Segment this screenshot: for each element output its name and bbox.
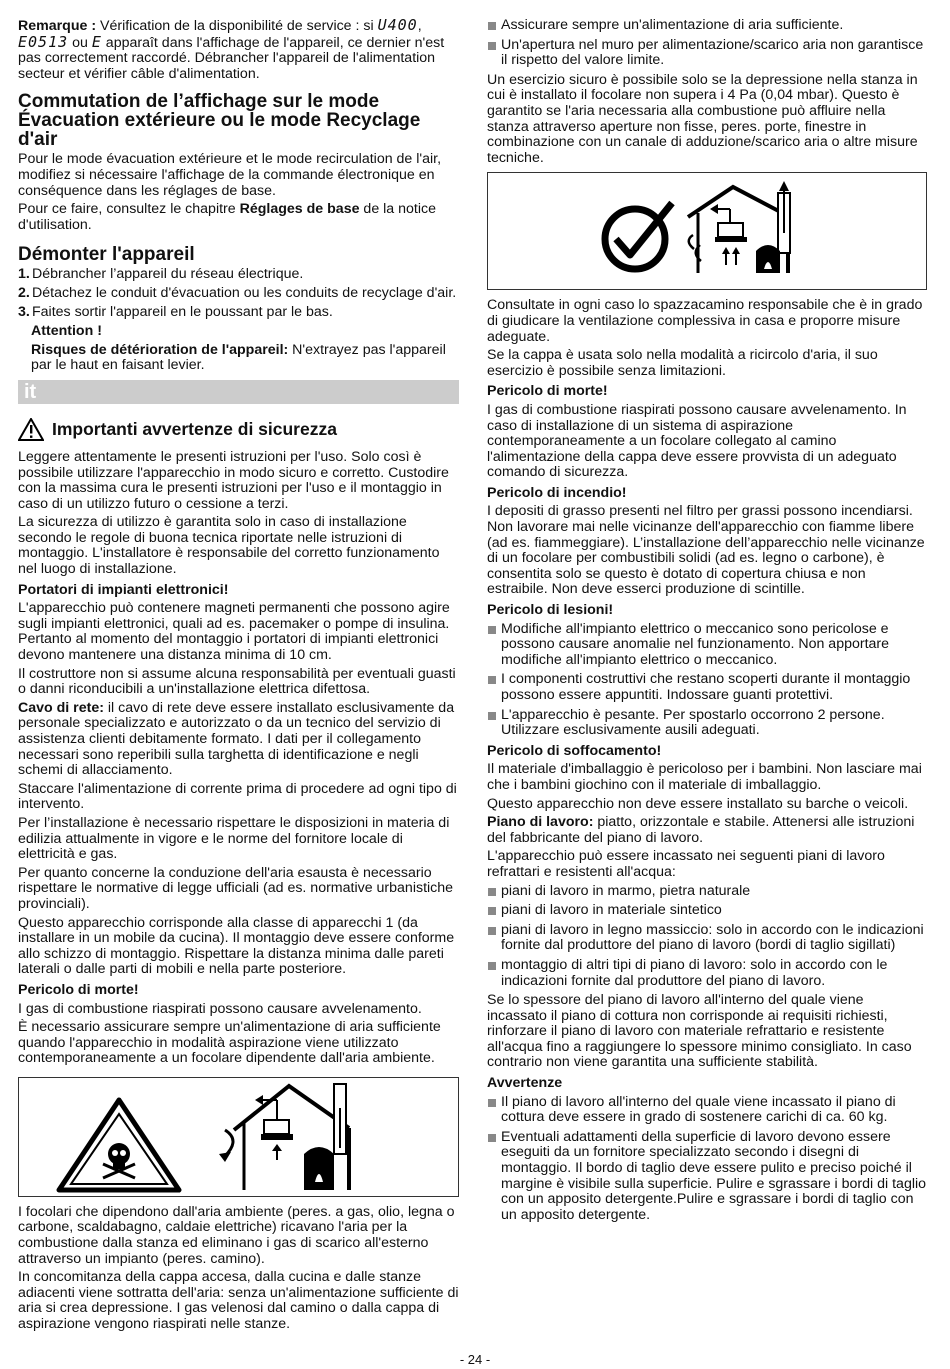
remarque-label: Remarque : <box>18 18 97 34</box>
heading-portatori: Portatori di impianti elettronici! <box>18 581 229 598</box>
paragraph: Il materiale d'imballaggio è pericoloso per i bambini. Non lasciare mai che i bambini giochino con il materiale di imballaggio. <box>487 761 922 793</box>
danger-illustration <box>18 1077 459 1197</box>
step-2: 2. Détachez le conduit d'évacuation ou les conduits de recyclage d'air. <box>18 284 457 301</box>
paragraph: L'apparecchio può essere incassato nei seguenti piani di lavoro refrattari e resistenti all'acqua: <box>487 848 885 880</box>
list-item: montaggio di altri tipi di piano di lavoro: solo in accordo con le indicazioni fornite dal produttore del piano di lavoro. <box>487 958 927 989</box>
paragraph: Il costruttore non si assume alcuna responsabilità per eventuali guasti o danni riconducibili a un'installazione elettrica difettosa. <box>18 665 456 698</box>
warning-triangle-icon <box>18 418 44 441</box>
attention-label: Attention ! <box>31 323 102 340</box>
paragraph: Pour le mode évacuation extérieure et le mode recirculation de l'air, modifiez si nécessaire l'affichage de la commande électronique en conséquence dans les réglages de base. <box>18 151 442 199</box>
heading-demonter: Démonter l'appareil <box>18 244 195 266</box>
heading-commutation: Commutation de l’affichage sur le mode Évacuation extérieure ou le mode Recyclage d'air <box>18 91 421 151</box>
remarque-paragraph: Remarque : Vérification de la disponibilité de service : si U400, E0513 ou E apparaît dans l'affichage de l'appareil, ce dernier n'est pas correctement raccordé. Débrancher l'appareil de l'alimentation secteur et vérifier câble d'alimentation. <box>18 16 445 82</box>
step-1: 1. Débrancher l’appareil du réseau électrique. <box>18 266 304 283</box>
display-code: E <box>91 32 102 51</box>
paragraph: Se la cappa è usata solo nella modalità a ricircolo d'aria, il suo esercizio è possibile senza limitazioni. <box>487 347 878 379</box>
list-item: piani di lavoro in materiale sintetico <box>487 903 927 919</box>
bullet-list <box>487 1095 927 1224</box>
list-item: Il piano di lavoro all'interno del quale viene incassato il piano di cottura deve essere in grado di sostenere carichi di ca. 60 kg. <box>487 1095 927 1126</box>
heading-pericolo-morte: Pericolo di morte! <box>487 383 608 400</box>
paragraph: I focolari che dipendono dall'aria ambiente (peres. a gas, olio, legna o carbone, scaldabagno, caldaie elettriche) ricavano l'aria per la combustione dalla stanza ed eliminano i gas di scarico all'esterno attraverso un impianto (peres. camino). <box>18 1203 455 1267</box>
display-code: E0513 <box>18 32 69 51</box>
paragraph: Pour ce faire, consultez le chapitre Réglages de base de la notice d'utilisation. <box>18 201 436 233</box>
heading-pericolo-morte: Pericolo di morte! <box>18 981 139 998</box>
paragraph: I depositi di grasso presenti nel filtro per grassi possono incendiarsi. Non lavorare mai nelle vicinanze dell'apparecchio con fiamme libere (ad es. fiammeggiare). L’installazione dell’apparecchio nelle vicinanze di un focolare per combustibili solidi (ad es. legno o carbone), è consentita solo se questo è dotato di copertura chiusa e non estraibile. Non deve esserci produzione di scintille. <box>487 503 925 598</box>
heading-pericolo-lesioni: Pericolo di lesioni! <box>487 602 614 619</box>
paragraph: Cavo di rete: il cavo di rete deve essere installato esclusivamente da personale specializzato e autorizzato o da un tecnico del servizio di assistenza clienti debitamente formato. I dati per il collegamento necessari sono reperibili sulla targhetta di identificazione e negli schemi di allacciamento. <box>18 699 455 779</box>
paragraph: Questo apparecchio corrisponde alla classe di apparecchi 1 (da installare in un mobile da cucina). Il montaggio deve essere conforme allo schizzo di montaggio. Rispettare la distanza minima dalle pareti laterali o dalle parti di mobili e nella parte posteriore. <box>18 914 455 978</box>
bullet-list <box>487 622 927 739</box>
skull-warning-diagram <box>19 1078 444 1196</box>
paragraph: Per quanto concerne la conduzione dell'aria esausta è necessario rispettare le normative di legge ufficiali (ad es. normative urbanistiche provinciali). <box>18 864 454 912</box>
risques-paragraph: Risques de détérioration de l'appareil: N'extrayez pas l'appareil par le haut en faisant levier. <box>31 341 446 374</box>
paragraph: Piano di lavoro: piatto, orizzontale e stabile. Attenersi alle istruzioni del fabbricante del piano di lavoro. <box>487 814 915 846</box>
list-item: I componenti costruttivi che restano scoperti durante il montaggio possono essere appuntiti. Indossare guanti protettivi. <box>487 672 927 703</box>
safety-heading: Importanti avvertenze di sicurezza <box>18 418 459 441</box>
list-item: Un'apertura nel muro per alimentazione/scarico aria non garantisce il rispetto del valore limite. <box>487 38 927 69</box>
paragraph: L'apparecchio può contenere magneti permanenti che possono agire sugli impianti elettronici, quali ad es. pacemaker o pompe di insulina. Pertanto al momento del montaggio i portatori di impianti elettronici devono mantenere una distanza minima di 10 cm. <box>18 600 450 664</box>
list-item: piani di lavoro in legno massiccio: solo in accordo con le indicazioni fornite dal produttore del piano di lavoro (bordi di taglio sigillati) <box>487 923 927 954</box>
paragraph: I gas di combustione riaspirati possono causare avvelenamento. In caso di installazione di un sistema di aspirazione contemporaneamente a un focolare collegato al camino l'alimentazione della cappa deve essere provvista di un adeguato comando di sicurezza. <box>487 401 907 481</box>
paragraph: Staccare l'alimentazione di corrente prima di procedere ad ogni tipo di intervento. <box>18 780 457 813</box>
list-item: Eventuali adattamenti della superficie di lavoro devono essere eseguiti da un fornitore specializzato secondo i disegni di montaggio. Il bordo di taglio deve essere pulito e preciso poiché il margine è visibile sulla superficie. Pulire e sgrassare i bordi di taglio con un apposito detergente.Pulire e sgrassare i bordi di taglio con un apposito detergente. <box>487 1130 927 1224</box>
display-code: U400 <box>377 16 418 34</box>
paragraph: È necessario assicurare sempre un'alimentazione di aria sufficiente quando l'apparecchio in modalità aspirazione viene utilizzato contemporaneamente a un focolare dipendente dall'aria ambiente. <box>18 1019 441 1067</box>
list-item: L'apparecchio è pesante. Per spostarlo occorrono 2 persone. Utilizzare esclusivamente ausili adeguati. <box>487 708 927 739</box>
paragraph: La sicurezza di utilizzo è garantita solo in caso di installazione secondo le regole di buona tecnica riportate nelle istruzioni di montaggio. L'installatore è responsabile del corretto funzionamento nel luogo di installazione. <box>18 514 440 578</box>
right-column <box>487 18 927 1227</box>
list-item: Assicurare sempre un'alimentazione di aria sufficiente. <box>487 18 927 34</box>
step-3: 3. Faites sortir l'appareil en le poussant par le bas. <box>18 303 333 320</box>
page-number: - 24 - <box>459 1352 491 1367</box>
bullet-list <box>487 884 927 990</box>
list-item: Modifiche all'impianto elettrico o meccanico sono pericolose e possono causare anomalie nel funzionamento. Non apportare modifiche all'impianto elettrico o meccanico. <box>487 622 927 669</box>
heading-pericolo-incendio: Pericolo di incendio! <box>487 484 627 501</box>
paragraph: Se lo spessore del piano di lavoro all'interno del quale viene incassato il piano di cottura non corrisponde ai requisiti richiesti, rinforzare il piano di lavoro con materiale refrattario e resistente all'acqua fino a raggiungere lo spessore minimo consigliato. In caso contrario non viene garantita una sufficiente stabilità. <box>487 992 912 1071</box>
paragraph: Questo apparecchio non deve essere installato su barche o veicoli. <box>487 795 909 812</box>
paragraph: Un esercizio sicuro è possibile solo se la depressione nella stanza in cui è installato il focolare non supera i 4 Pa (0,04 mbar). Questo è garantito se l'aria necessaria alla combustione può affluire nella stanza attraverso aperture non fisse, peres. porte, finestre in combinazione con un canale di adduzione/scarico aria o altre misure tecniche. <box>487 71 918 166</box>
check-ventilation-diagram <box>488 173 914 289</box>
paragraph: I gas di combustione riaspirati possono causare avvelenamento. <box>18 1000 422 1017</box>
paragraph: Per l’installazione è necessario rispettare le disposizioni in materia di edilizia attualmente in vigore e le norme del fornitore locale di elettricità e gas. <box>18 814 450 863</box>
list-item: piani di lavoro in marmo, pietra naturale <box>487 884 927 900</box>
paragraph: In concomitanza della cappa accesa, dalla cucina e dalle stanze adiacenti viene sottratta dell'aria: senza un'alimentazione sufficiente di aria si crea depressione. I gas velenosi dal camino o dalla cappa di aspirazione vengono riaspirati nelle stanze. <box>18 1269 459 1333</box>
paragraph: Consultate in ogni caso lo spazzacamino responsabile che è in grado di giudicare la ventilazione complessiva in casa e proporre misure adeguate. <box>487 297 923 345</box>
paragraph: Leggere attentamente le presenti istruzioni per l'uso. Solo così è possibile utilizzare l'apparecchio in modo sicuro e corretto. Custodire con la massima cura le presenti istruzioni per l'uso e il montaggio in caso di un utilizzo futuro o cessione a terzi. <box>18 448 449 512</box>
left-column <box>18 18 459 1336</box>
bullet-list <box>487 18 927 69</box>
ventilation-illustration <box>487 172 927 290</box>
heading-avvertenze: Avvertenze <box>487 1075 563 1092</box>
heading-pericolo-soffocamento: Pericolo di soffocamento! <box>487 742 662 759</box>
language-bar: it <box>18 380 459 404</box>
